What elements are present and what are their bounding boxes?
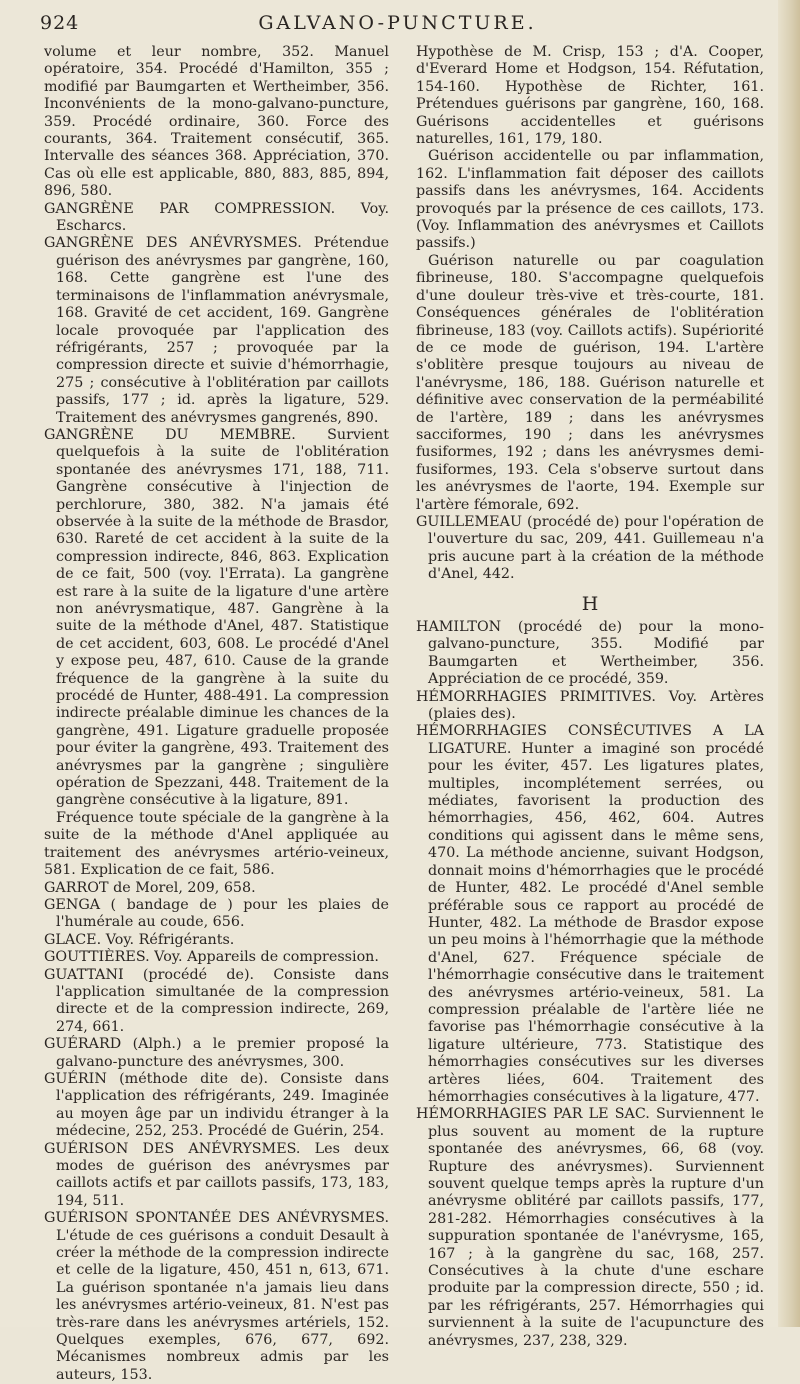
index-entry: Guérison accidentelle ou par inflammation, 162. L'inflammation fait déposer des caillots passifs dans les anévrysmes, 164. Accidents provoqués par la présence de ces caillots, 173. (Voy. Inflammation des anévrysmes et Caillots passifs.) — [416, 148, 764, 252]
index-entry: HÉMORRHAGIES CONSÉCUTIVES A LA LIGATURE. Hunter a imaginé son procédé pour les éviter, 457. Les ligatures plates, multiples, incomplétement serrées, ou médiates, favorisent la production des hémorrhagies, 456, 462, 604. Autres conditions qui agissent dans le même sens, 470. La méthode ancienne, suivant Hodgson, donnait moins d'hémorrhagies que le procédé de Hunter, 482. Le procédé d'Anel semble préférable sous ce rapport au procédé de Hunter, 482. La méthode de Brasdor expose un peu moins à l'hémorrhagie que la méthode d'Anel, 627. Fréquence spéciale de l'hémorrhagie consécutive dans le traitement des anévrysmes artério-veineux, 581. La compression préalable de l'artère liée ne favorise pas l'hémorrhagie consécutive à la ligature ultérieure, 773. Statistique des hémorrhagies consécutives sur les diverses artères liées, 604. Traitement des hémorrhagies consécutives à la ligature, 477. — [416, 723, 764, 1105]
index-entry: GENGA ( bandage de ) pour les plaies de l'humérale au coude, 656. — [44, 896, 389, 931]
index-entry: GARROT de Morel, 209, 658. — [44, 879, 256, 896]
running-title: GALVANO-PUNCTURE. — [258, 12, 537, 34]
index-entry: volume et leur nombre, 352. Manuel opératoire, 354. Procédé d'Hamilton, 355 ; modifié par Baumgarten et Wertheimber, 356. Inconvénients de la mono-galvano-puncture, 359. Procédé ordinaire, 360. Force des courants, 364. Traitement consécutif, 365. Intervalle des séances 368. Appréciation, 370. Cas où elle est applicable, 880, 883, 885, 894, 896, 580. — [44, 44, 389, 200]
index-entry: GUÉRIN (méthode dite de). Consiste dans l'application des réfrigérants, 249. Imaginée au moyen âge par un individu étranger à la médecine, 252, 253. Procédé de Guérin, 254. — [44, 1070, 389, 1140]
index-entry: GANGRÈNE DU MEMBRE. Survient quelquefois à la suite de l'oblitération spontanée des anévrysmes 171, 188, 711. Gangrène consécutive à l'injection de perchlorure, 380, 382. N'a jamais été observée à la suite de la méthode de Brasdor, 630. Rareté de cet accident à la suite de la compression indirecte, 846, 863. Explication de ce fait, 500 (voy. l'Errata). La gangrène est rare à la suite de la ligature d'une artère non anévrysmatique, 487. Gangrène à la suite de la méthode d'Anel, 487. Statistique de cet accident, 603, 608. Le procédé d'Anel y expose peu, 487, 610. Cause de la grande fréquence de la gangrène à la suite du procédé de Hunter, 488-491. La compression indirecte préalable diminue les chances de la gangrène, 491. Ligature graduelle proposée pour éviter la gangrène, 493. Traitement des anévrysmes par la gangrène ; singulière opération de Spezzani, 448. Traitement de la gangrène consécutive à la ligature, 891. — [44, 426, 389, 809]
index-entry: GUILLEMEAU (procédé de) pour l'opération de l'ouverture du sac, 209, 441. Guillemeau n'a pris aucune part à la création de la méthode d'Anel, 442. — [416, 513, 764, 583]
index-entry: GUÉRISON DES ANÉVRYSMES. Les deux modes de guérison des anévrysmes par caillots actifs et par caillots passifs, 173, 183, 194, 511. — [44, 1140, 389, 1209]
section-letter: H — [581, 592, 599, 615]
page-number: 924 — [40, 12, 80, 34]
right-column — [416, 44, 764, 1350]
index-entry: GUÉRISON SPONTANÉE DES ANÉVRYSMES. L'étude de ces guérisons a conduit Desault à créer la méthode de la compression indirecte et celle de la ligature, 450, 451 n, 613, 671. La guérison spontanée n'a jamais lieu dans les anévrysmes artério-veineux, 81. N'est pas très-rare dans les anévrysmes artériels, 152. Quelques exemples, 676, 677, 692. Mécanismes nombreux admis par les auteurs, 153. — [44, 1210, 389, 1383]
index-entry: Fréquence toute spéciale de la gangrène à la suite de la méthode d'Anel appliquée au traitement des anévrysmes artério-veineux, 581. Explication de ce fait, 586. — [44, 809, 389, 879]
index-entry: GUÉRARD (Alph.) a le premier proposé la galvano-puncture des anévrysmes, 300. — [44, 1036, 389, 1070]
index-entry: HÉMORRHAGIES PRIMITIVES. Voy. Artères (plaies des). — [416, 688, 764, 723]
index-entry: GOUTTIÈRES. Voy. Appareils de compression. — [44, 949, 379, 966]
index-entry: HÉMORRHAGIES PAR LE SAC. Surviennent le plus souvent au moment de la rupture spontanée des anévrysmes, 66, 68 (voy. Rupture des anévrysmes). Surviennent souvent quelque temps après la rupture d'un anévrysme oblitéré par caillots passifs, 177, 281-282. Hémorrhagies consécutives à la suppuration spontanée de l'anévrysme, 165, 167 ; à la gangrène du sac, 168, 257. Consécutives à la chute d'une eschare produite par la compression directe, 550 ; id. par les réfrigérants, 257. Hémorrhagies qui surviennent à la suite de l'acupuncture des anévrysmes, 237, 238, 329. — [416, 1106, 764, 1349]
index-entry: GUATTANI (procédé de). Consiste dans l'application simultanée de la compression directe et de la compression indirecte, 269, 274, 661. — [44, 966, 389, 1035]
index-entry: GANGRÈNE DES ANÉVRYSMES. Prétendue guérison des anévrysmes par gangrène, 160, 168. Cette gangrène est l'une des terminaisons de l'inflammation anévrysmale, 168. Gravité de cet accident, 169. Gangrène locale provoquée par l'application des réfrigérants, 257 ; provoquée par la compression directe et suivie d'hémorrhagie, 275 ; consécutive à l'oblitération par caillots passifs, 177 ; id. après la ligature, 529. Traitement des anévrysmes gangrenés, 890. — [44, 235, 389, 426]
page-edge — [778, 0, 800, 1327]
index-entry: GLACE. Voy. Réfrigérants. — [44, 931, 235, 948]
index-entry: HAMILTON (procédé de) pour la mono-galvano-puncture, 355. Modifié par Baumgarten et Wertheimber, 356. Appréciation de ce procédé, 359. — [416, 619, 764, 688]
left-column — [44, 44, 389, 1384]
index-entry: GANGRÈNE PAR COMPRESSION. Voy. Escharcs. — [44, 200, 389, 235]
index-entry: Guérison naturelle ou par coagulation fibrineuse, 180. S'accompagne quelquefois d'une douleur très-vive et très-courte, 181. Conséquences générales de l'oblitération fibrineuse, 183 (voy. Caillots actifs). Supériorité de ce mode de guérison, 194. L'artère s'oblitère presque toujours au niveau de l'anévrysme, 186, 188. Guérison naturelle et définitive avec conservation de la perméabilité de l'artère, 189 ; dans les anévrysmes sacciformes, 190 ; dans les anévrysmes fusiformes, 192 ; dans les anévrysmes demi-fusiformes, 193. Cela s'observe surtout dans les anévrysmes de l'aorte, 194. Exemple sur l'artère fémorale, 692. — [416, 252, 764, 513]
page-header — [40, 12, 755, 42]
index-entry: Hypothèse de M. Crisp, 153 ; d'A. Cooper, d'Everard Home et Hodgson, 154. Réfutation, 154-160. Hypothèse de Richter, 161. Prétendues guérisons par gangrène, 160, 168. Guérisons accidentelles et guérisons naturelles, 161, 179, 180. — [416, 44, 764, 148]
